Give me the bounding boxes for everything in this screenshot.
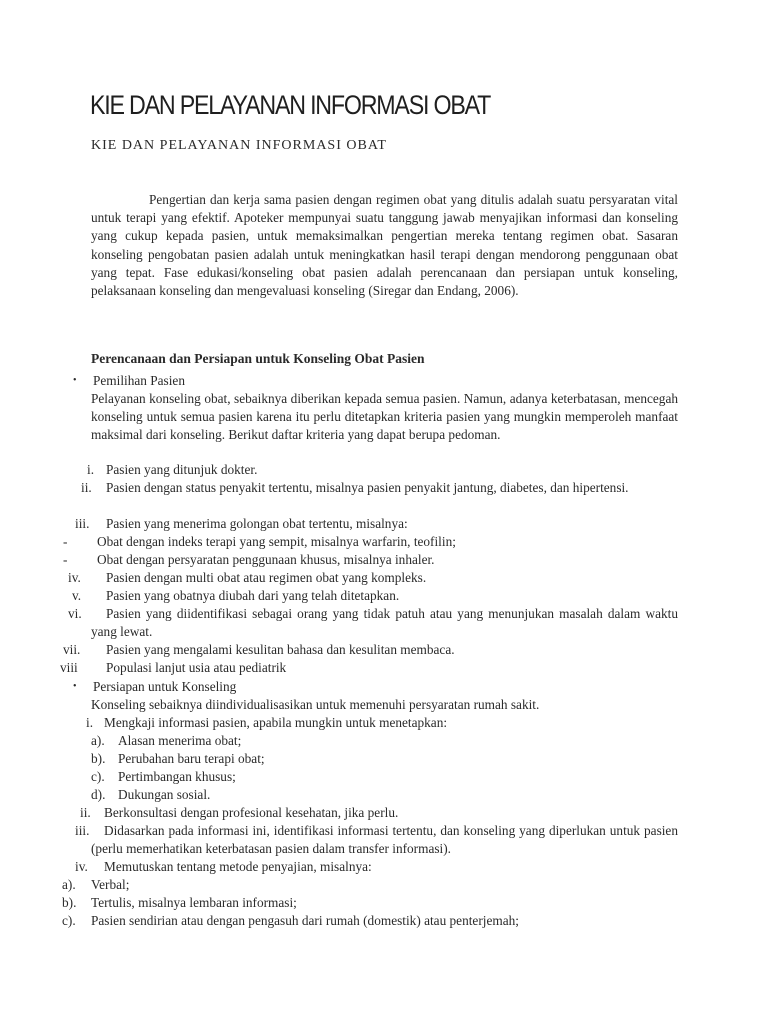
list-marker: iii. — [75, 823, 90, 838]
bullet-icon: • — [73, 681, 77, 692]
list-marker: ii. — [80, 805, 91, 820]
list-item: Alasan menerima obat; — [118, 733, 242, 748]
list-item: Obat dengan persyaratan penggunaan khusus, misalnya inhaler. — [97, 552, 435, 567]
list-item: Pasien yang menerima golongan obat tertentu, misalnya: — [106, 516, 408, 531]
document-title: KIE DAN PELAYANAN INFORMASI OBAT — [90, 90, 491, 120]
list-marker: c). — [91, 769, 105, 784]
list-marker: viii — [60, 660, 78, 675]
list-item: Pertimbangan khusus; — [118, 769, 236, 784]
intro-paragraph: Pengertian dan kerja sama pasien dengan regimen obat yang ditulis adalah suatu persyaratan vital untuk terapi yang efektif. Apoteker mempunyai suatu tanggung jawab menyajikan informasi dan konseling yang cukup kepada pasien, untuk memaksimalkan pengertian mereka tentang regimen obat. Sasaran konseling pengobatan pasien adalah untuk meningkatkan hasil terapi dengan mendorong penggunaan obat yang tepat. Fase edukasi/konseling obat pasien adalah perencanaan dan persiapan untuk konseling, pelaksanaan konseling dan mengevaluasi konseling (Siregar dan Endang, 2006). — [91, 192, 678, 299]
list-marker: iii. — [75, 516, 90, 531]
list-item: Dukungan sosial. — [118, 787, 211, 802]
list-item: Berkonsultasi dengan profesional kesehatan, jika perlu. — [104, 805, 399, 820]
section-heading: Perencanaan dan Persiapan untuk Konseling Obat Pasien — [91, 351, 425, 366]
criteria-intro-paragraph: Pelayanan konseling obat, sebaiknya diberikan kepada semua pasien. Namun, adanya keterbatasan, mencegah konseling untuk semua pasien karena itu perlu ditetapkan kriteria pasien yang mungkin memperoleh manfaat maksimal dari konseling. Berikut daftar kriteria yang dapat berupa pedoman. — [91, 391, 678, 443]
list-item: Obat dengan indeks terapi yang sempit, misalnya warfarin, teofilin; — [97, 534, 456, 549]
list-item: Verbal; — [91, 877, 130, 892]
document-subtitle: KIE DAN PELAYANAN INFORMASI OBAT — [91, 138, 387, 153]
list-item: Memutuskan tentang metode penyajian, misalnya: — [104, 859, 372, 874]
bullet-label: Persiapan untuk Konseling — [93, 679, 237, 694]
list-item: Pasien dengan status penyakit tertentu, misalnya pasien penyakit jantung, diabetes, dan hipertensi. — [106, 480, 629, 495]
list-marker: v. — [72, 588, 82, 603]
list-item: Pasien yang ditunjuk dokter. — [106, 462, 258, 477]
list-marker: b). — [91, 751, 106, 766]
list-item: Pasien sendirian atau dengan pengasuh dari rumah (domestik) atau penterjemah; — [91, 913, 519, 928]
list-marker: a). — [91, 733, 105, 748]
list-marker: a). — [62, 877, 76, 892]
list-item: Tertulis, misalnya lembaran informasi; — [91, 895, 297, 910]
list-marker: vi. — [68, 606, 82, 621]
list-item: Pasien yang obatnya diubah dari yang telah ditetapkan. — [106, 588, 400, 603]
list-item: Pasien dengan multi obat atau regimen obat yang kompleks. — [106, 570, 427, 585]
list-item: Pasien yang mengalami kesulitan bahasa dan kesulitan membaca. — [106, 642, 455, 657]
paragraph: Konseling sebaiknya diindividualisasikan untuk memenuhi persyaratan rumah sakit. — [91, 697, 540, 712]
list-item: Mengkaji informasi pasien, apabila mungkin untuk menetapkan: — [104, 715, 448, 730]
list-marker: b). — [62, 895, 77, 910]
list-marker: i. — [87, 462, 95, 477]
bullet-label: Pemilihan Pasien — [93, 373, 185, 388]
list-marker: - — [63, 552, 68, 567]
list-marker: iv. — [75, 859, 88, 874]
list-marker: ii. — [81, 480, 92, 495]
list-marker: vii. — [63, 642, 81, 657]
list-item: Pasien yang diidentifikasi sebagai orang yang tidak patuh atau yang menunjukan masalah dalam waktu yang lewat. — [91, 606, 678, 640]
list-marker: i. — [86, 715, 94, 730]
list-marker: iv. — [68, 570, 81, 585]
bullet-icon: • — [73, 375, 77, 386]
list-marker: d). — [91, 787, 106, 802]
list-item: Perubahan baru terapi obat; — [118, 751, 265, 766]
list-item: Populasi lanjut usia atau pediatrik — [106, 660, 287, 675]
list-marker: - — [63, 534, 68, 549]
list-marker: c). — [62, 913, 76, 928]
list-item: Didasarkan pada informasi ini, identifikasi informasi tertentu, dan konseling yang diperlukan untuk pasien (perlu memerhatikan keterbatasan pasien dalam transfer informasi). — [91, 823, 678, 857]
